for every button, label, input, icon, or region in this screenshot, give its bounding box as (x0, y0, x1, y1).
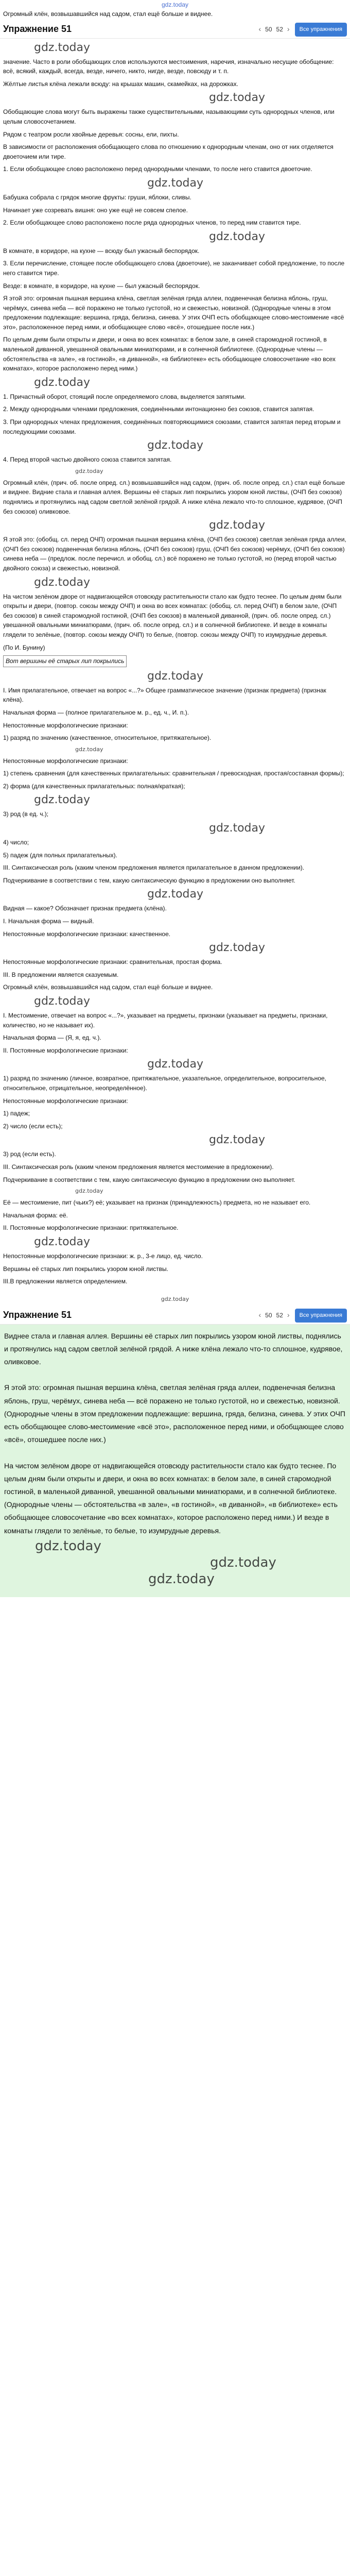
watermark: gdz.today (147, 176, 204, 190)
paragraph: 2. Между однородными членами предложения, соединёнными интонационно без союзов, ставится запятая. (3, 405, 314, 413)
watermark: gdz.today (148, 1571, 215, 1587)
paragraph: 1) разряд по значению (качественное, относительное, притяжательное). (3, 734, 212, 742)
paragraph: 1) падеж; (3, 1110, 30, 1117)
solution-content (0, 39, 350, 1292)
paragraph: На чистом зелёном дворе от надвигающейся отовсюду растительности стало как будто теснее. По целым дням были открыты и двери, (повтор. союзы между ОЧП) и окна во всех комнатах: (обобщ. сл. перед ОЧП) в белом зале, (ОЧП без союзов) в синей старомодной гостиной, (ОЧП без союзов) в маленькой диванной, (прич. об. после опред. сл.) увешанной овальными миниатюрами, (прич. об. после опред. сл.) и в солнечной библиотеке. И везде в комнаты глядели то зелёные, (повтор. союзы между ОЧП) то белые, (повтор. союзы между ОЧП) то изумрудные деревья. (3, 592, 342, 638)
exercise-title: Упражнение 51 (3, 24, 72, 35)
paragraph: Я этой это: (обобщ. сл. перед ОЧП) огромная пышная вершина клёна, (ОЧП без союзов) светлая зелёная гряда аллеи, (ОЧП без союзов) подвенечная белизна яблонь, (ОЧП без союзов) груш, (ОЧП без союзов) черёмух, (ОЧП без союзов) синева неба — (предлож. после перечисл. и обобщ. сл.) всё поражено не только густотой, но (перед второй частью двойного союза) и свежестью, новизной. (3, 536, 346, 572)
paragraph: III. В предложении является сказуемым. (3, 971, 119, 978)
watermark: gdz.today (34, 575, 91, 589)
site-header (0, 0, 350, 19)
exercise-title: Упражнение 51 (3, 1310, 72, 1320)
prev-arrow-icon[interactable]: ‹ (258, 25, 261, 33)
paragraph: 3) род (в ед. ч.); (3, 810, 49, 818)
paragraph: Непостоянные морфологические признаки: (3, 757, 128, 765)
answer-text-block (0, 1325, 350, 1597)
next-page-link[interactable]: 52 (276, 25, 283, 33)
paragraph: 2. Если обобщающее слово расположено после ряда однородных членов, то перед ним ставится тире. (3, 219, 301, 227)
paragraph: I. Имя прилагательное, отвечает на вопрос «...?» Общее грамматическое значение (признак предмета) (признак клёна). (3, 686, 326, 704)
exercise-header-repeat (0, 1307, 350, 1325)
paragraph: Видная — какое? Обозначает признак предмета (клёна). (3, 905, 167, 912)
paragraph: Начальная форма: её. (3, 1211, 68, 1219)
paragraph: 5) падеж (для полных прилагательных). (3, 851, 117, 859)
paragraph: 2) число (если есть); (3, 1122, 63, 1130)
paragraph: По целым дням были открыты и двери, и окна во всех комнатах: в белом зале, в синей старомодной гостиной, в маленькой диванной, увешанной овальными миниатюрами, и в солнечной библиотеке. (Однородные члены — обстоятельства «в зале», «в гостиной», «в диванной», «в библиотеке» есть обобщающее словосочетание «во всех комнатах», которое расположено перед ними.) (3, 336, 336, 372)
paragraph: Непостоянные морфологические признаки: ж. р., 3-е лицо, ед. число. (3, 1252, 203, 1260)
next-arrow-icon[interactable]: › (287, 1311, 290, 1319)
all-exercises-button[interactable]: Все упражнения (295, 23, 347, 37)
intro-line: Огромный клён, возвышавшийся над садом, стал ещё больше и виднее. (3, 10, 213, 18)
paragraph: Подчеркивание в соответствии с тем, какую синтаксическую функцию в предложении оно выполняет. (3, 1176, 295, 1183)
paragraph: 2) форма (для качественных прилагательных: полная/краткая); (3, 782, 185, 790)
paragraph: 3) род (если есть). (3, 1150, 56, 1158)
watermark: gdz.today (34, 376, 91, 389)
answer-text: Виднее стала и главная аллея. Вершины её старых лип покрылись узором юной листвы, поднялись и протянулись над садом светлой зелёной грядой. А ниже клёна лежало что-то сплошное, кудрявое, оливковое. Я этой это: огромная пышная вершина клёна, светлая зелёная гряда аллеи, подвенечная белизна яблонь, груш, черёмух, синева неба — всё поражено не только густотой, но и свежестью, новизной. (Однородные члены в этом предложении подлежащие: вершина, гряда, белизна, синева. У этих ОЧП есть обобщающее слово-местоимение «всё это», расположенное перед ними, и обобщающее слово «всё», отошедшее после них.) На чистом зелёном дворе от надвигающейся отовсюду растительности стало как будто теснее. По целым дням были открыты и двери, и окна во всех комнатах: в белом зале, в синей старомодной гостиной, в маленькой диванной, увешанной овальными миниатюрами, и в солнечной библиотеке. (Однородные члены — обстоятельства «в зале», «в гостиной», «в диванной», «в библиотеке» есть обобщающее словосочетание «во всех комнатах», которое расположено перед ними.) И везде в комнаты глядели то зелёные, то белые, то изумрудные деревья. (4, 1331, 345, 1535)
watermark: gdz.today (209, 91, 266, 105)
paragraph: 1. Если обобщающее слово расположено перед однородными членами, то после него ставится двоеточие. (3, 165, 312, 173)
paragraph: Огромный клён, возвышавшийся над садом, стал ещё больше и виднее. (3, 984, 213, 991)
paragraph: 4. Перед второй частью двойного союза ставится запятая. (3, 456, 172, 464)
paragraph: 1. Причастный оборот, стоящий после определяемого слова, выделяется запятыми. (3, 393, 246, 400)
watermark: gdz.today (209, 822, 266, 835)
pager (259, 1310, 290, 1321)
watermark: gdz.today (34, 41, 91, 54)
watermark: gdz.today (209, 519, 266, 532)
watermark: gdz.today (34, 793, 91, 807)
paragraph: В зависимости от расположения обобщающего слова по отношению к однородным членам, оно от них отделяется двоеточием или тире. (3, 143, 334, 160)
paragraph: Непостоянные морфологические признаки: сравнительная, простая форма. (3, 958, 222, 966)
watermark: gdz.today (209, 1133, 266, 1147)
paragraph: Подчеркивание в соответствии с тем, какую синтаксическую функцию в предложении оно выполняет. (3, 876, 295, 884)
watermark: gdz.today (209, 230, 266, 243)
all-exercises-button[interactable]: Все упражнения (295, 1309, 347, 1323)
exercise-header (0, 21, 350, 39)
paragraph: Рядом с театром росли хвойные деревья: сосны, ели, пихты. (3, 130, 179, 138)
paragraph: 3. При однородных членах предложения, соединённых повторяющимися союзами, ставится запятая перед вторым и последующими союзами. (3, 418, 341, 435)
watermark: gdz.today (161, 1295, 189, 1302)
watermark: gdz.today (147, 888, 204, 901)
paragraph: Обобщающие слова могут быть выражены также существительными, называющими суть однородных членов, или целым словосочетанием. (3, 108, 335, 125)
paragraph: 1) степень сравнения (для качественных прилагательных: сравнительная / превосходная, простая/составная формы); (3, 770, 344, 777)
paragraph: 3. Если перечисление, стоящее после обобщающего слова (двоеточие), не заканчивает собой предложение, то после него ставится тире. (3, 260, 345, 277)
watermark: gdz.today (35, 1538, 101, 1554)
watermark: gdz.today (210, 1554, 276, 1570)
paragraph: Огромный клён, (прич. об. после опред. сл.) возвышавшийся над садом, (прич. об. после опред. сл.) стал ещё больше и виднее. Видние стала и главная аллея. Вершины её старых лип покрылись узором юной листвы, (ОЧП без союзов) поднялись и протянулись над садом светлой зелёной грядой. А ниже клёна лежало что-то сплошное, кудрявое, (ОЧП без союзов) оливковое. (3, 479, 345, 515)
paragraph: Начальная форма — (Я, я, ед. ч.). (3, 1034, 101, 1042)
paragraph: Везде: в комнате, в коридоре, на кухне — был ужасный беспорядок. (3, 282, 200, 290)
pager (259, 24, 290, 35)
paragraph: Жёлтые листья клёна лежали всюду: на крышах машин, скамейках, на дорожках. (3, 80, 238, 88)
paragraph: Я этой это: огромная пышная вершина клёна, светлая зелёная гряда аллеи, подвенечная белизна яблонь, груш, черёмух, синева неба — всё поражено не только густотой, но и свежестью, новизной. (Однородные члены в этом предложении подлежащие: вершина, гряда, белизна, синева. У этих ОЧП есть обобщающее слово-местоимение «всё это», расположенное перед ними, и обобщающее слово «всё», отошедшее после них.) (3, 295, 344, 331)
paragraph: II. Постоянные морфологические признаки: (3, 1046, 128, 1054)
paragraph: В комнате, в коридоре, на кухне — всюду был ужасный беспорядок. (3, 247, 200, 255)
paragraph: Начинает уже созревать вишня: оно уже ещё не совсем спелое. (3, 206, 188, 214)
paragraph: Начальная форма — (полное прилагательное м. р., ед. ч., И. п.). (3, 708, 189, 716)
paragraph: Вершины её старых лип покрылись узором юной листвы. (3, 1265, 169, 1273)
paragraph: III. Синтаксическая роль (каким членом предложения является местоимение в предложении). (3, 1163, 274, 1171)
watermark: gdz.today (34, 995, 91, 1008)
paragraph: 4) число; (3, 839, 29, 846)
paragraph: 1) разряд по значению (личное, возвратное, притяжательное, указательное, определительное, вопросительное, относительное, отрицательное, неопределённое). (3, 1075, 326, 1092)
prev-page-link[interactable]: 50 (265, 1311, 272, 1319)
paragraph: Непостоянные морфологические признаки: качественное. (3, 930, 171, 938)
prev-page-link[interactable]: 50 (265, 25, 272, 33)
watermark: gdz.today (34, 1235, 91, 1248)
paragraph: значение. Часто в роли обобщающих слов используются местоимения, наречия, изначально несущие обобщение: всё, всякий, каждый, всегда, везде, ничего, никто, нигде, везде, повсюду и т. п. (3, 58, 334, 75)
paragraph: I. Местоимение, отвечает на вопрос «...?», указывает на предметы, признаки (указывает на предметы, признаки, количество, но не называет их). (3, 1012, 328, 1029)
watermark: gdz.today (75, 745, 103, 753)
watermark: gdz.today (209, 941, 266, 955)
site-name[interactable]: gdz.today (161, 1, 189, 8)
watermark: gdz.today (75, 467, 103, 474)
paragraph: I. Начальная форма — видный. (3, 918, 94, 925)
footer-pager (0, 1292, 350, 1307)
watermark: gdz.today (147, 1058, 204, 1071)
watermark: gdz.today (147, 439, 204, 452)
watermark: gdz.today (147, 669, 204, 683)
paragraph: (По И. Бунину) (3, 643, 45, 651)
paragraph: Её — местоимение, пит (чьих?) её; указывает на признак (принадлежность) предмета, но не называет его. (3, 1199, 311, 1207)
prev-arrow-icon[interactable]: ‹ (258, 1311, 261, 1319)
paragraph: Непостоянные морфологические признаки: (3, 1097, 128, 1105)
next-page-link[interactable]: 52 (276, 1311, 283, 1319)
signature: Вот вершины её старых лип покрылись (3, 655, 127, 667)
watermark: gdz.today (75, 1188, 103, 1195)
paragraph: III. Синтаксическая роль (каким членом предложения является прилагательное в данном предложении). (3, 864, 305, 872)
paragraph: Бабушка собрала с грядок многие фрукты: груши, яблоки, сливы. (3, 193, 191, 201)
signature-line (3, 655, 347, 667)
paragraph: II. Постоянные морфологические признаки: притяжательное. (3, 1224, 179, 1232)
next-arrow-icon[interactable]: › (287, 25, 290, 33)
paragraph: Непостоянные морфологические признаки: (3, 721, 128, 729)
paragraph: III.В предложении является определением. (3, 1278, 128, 1285)
